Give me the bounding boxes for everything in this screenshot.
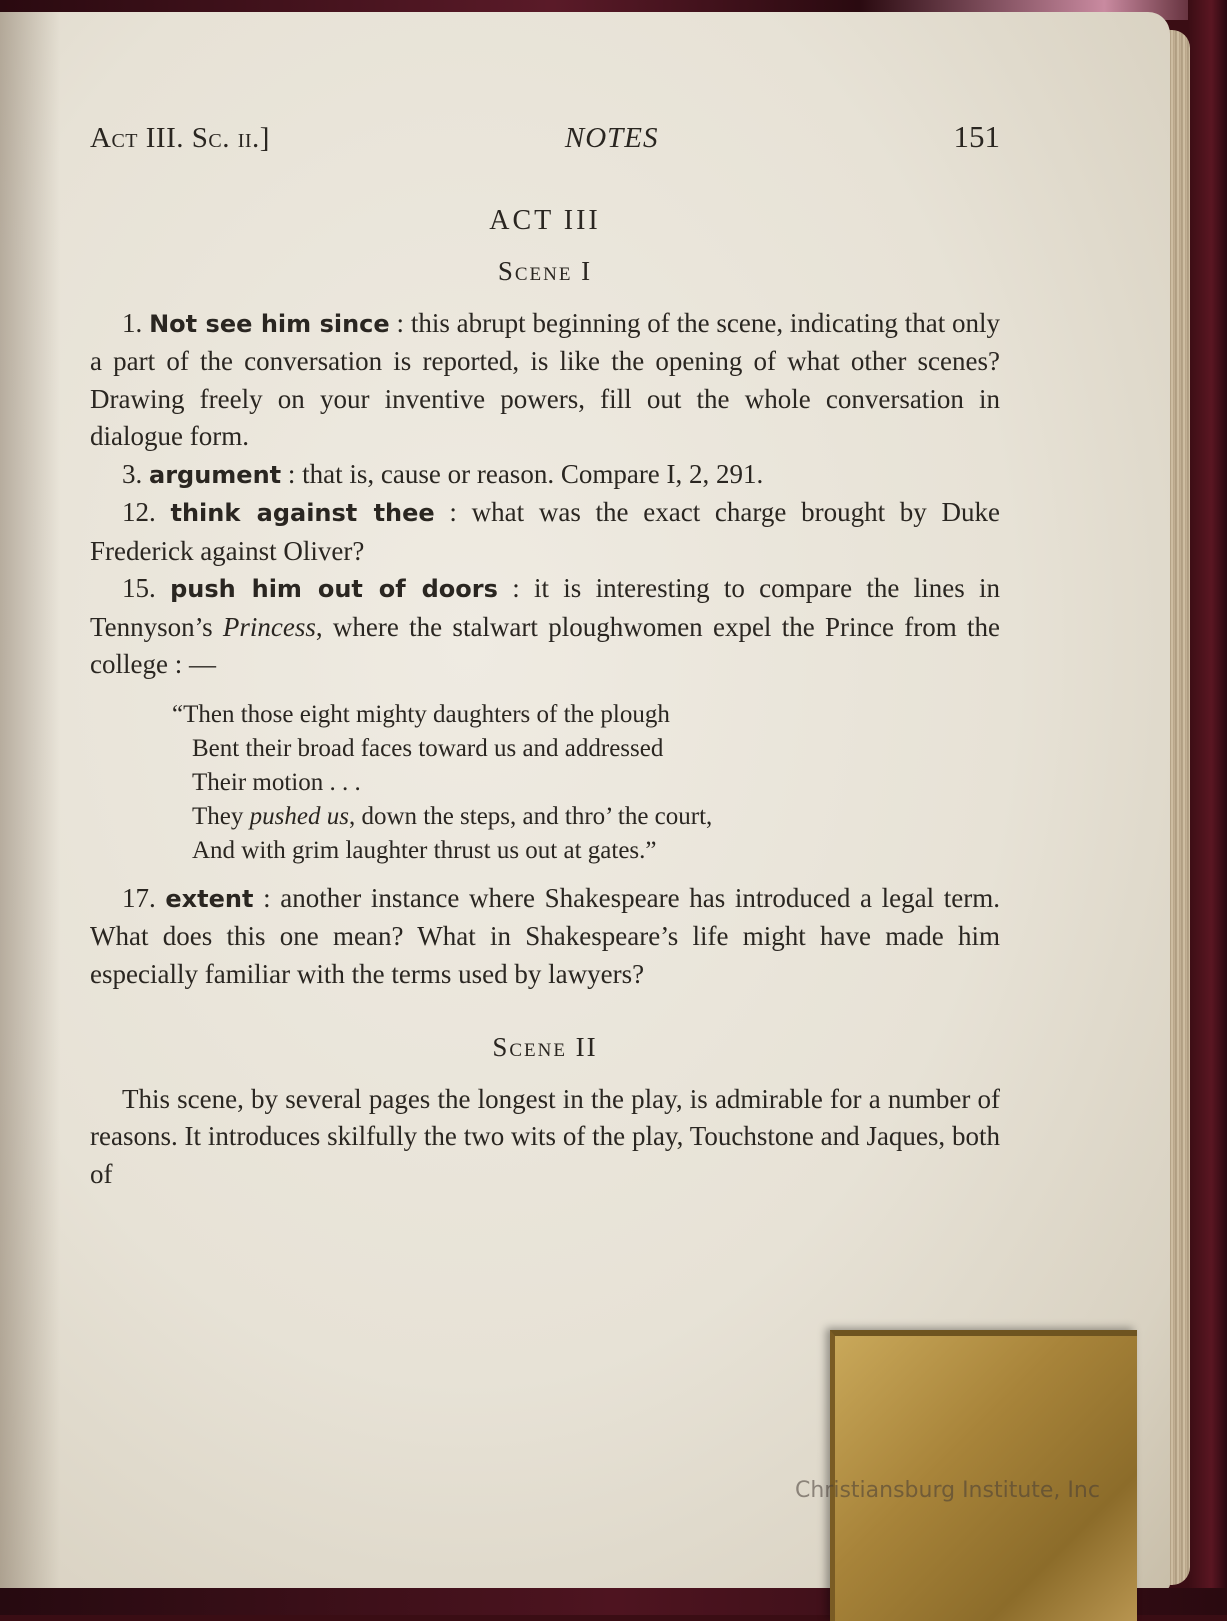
- note-text: it is interesting to compare the lines in Tennyson’s: [90, 573, 1000, 642]
- note-text: another instance where Shakespeare has introduced a legal term. What does this one mean? What in Shakespeare’s life might have made him especially familiar with the terms used by lawyers?: [90, 882, 1000, 989]
- quote-line: And with grim laughter thrust us out at gates.”: [192, 836, 657, 864]
- note-number: 12.: [122, 497, 156, 527]
- quote-line: “Then those eight mighty daughters of the plough: [172, 700, 670, 728]
- note-text: this abrupt beginning of the scene, indicating that only a part of the conversation is reported, is like the opening of what other scenes? Drawing freely on your inventive powers, fill out the whole conversation in dialogue form.: [90, 307, 1001, 451]
- block-quote: [172, 698, 1000, 868]
- scene-2-text: This scene, by several pages the longest in the play, is admirable for a number of reasons. It introduces skilfully the two wits of the play, Touchstone and Jaques, both of: [90, 1083, 1000, 1189]
- note-term: Not see him since: [149, 309, 390, 338]
- scene-1-title: Scene I: [497, 256, 593, 286]
- header-location: Act III. Sc. ii.]: [90, 122, 270, 154]
- note-number: 17.: [122, 882, 156, 913]
- page-text: [90, 118, 1000, 1193]
- header-title: NOTES: [564, 122, 659, 154]
- page-number: 151: [953, 119, 1000, 154]
- work-title: Princess: [222, 611, 316, 642]
- note: 12. think against thee : what was the exact charge brought by Duke Frederick against Oliver?: [90, 497, 1000, 566]
- note: 3. argument : that is, cause or reason. Compare I, 2, 291.: [122, 458, 764, 489]
- note-number: 1.: [122, 307, 143, 338]
- watermark: Christiansburg Institute, Inc: [795, 1478, 1100, 1503]
- quote-line: Bent their broad faces toward us and addressed: [192, 734, 664, 762]
- note-term: think against thee: [170, 499, 435, 527]
- gutter-shadow: [0, 12, 60, 1590]
- book-cover-edge: [1188, 0, 1227, 1615]
- act-title: ACT III: [489, 204, 601, 236]
- quote-line: [172, 800, 1000, 834]
- running-header: [90, 118, 1000, 158]
- note-number: 3.: [122, 458, 143, 489]
- note-term: extent: [165, 884, 254, 913]
- quote-fragment: , down the steps, and thro’ the court,: [348, 802, 713, 830]
- note: 17. extent : another instance where Shakespeare has introduced a legal term. What does this one mean? What in Shakespeare’s life might have made him especially familiar with the terms used by lawyers?: [90, 882, 1000, 989]
- note-text: what was the exact charge brought by Duke Frederick against Oliver?: [90, 497, 1000, 566]
- note: 15. push him out of doors : it is interesting to compare the lines in Tennyson’s Princess, where the stalwart ploughwomen expel the Prince from the college : —: [90, 573, 1000, 679]
- gold-page-tab: [830, 1330, 1137, 1621]
- note-term: push him out of doors: [170, 575, 498, 603]
- note-text: that is, cause or reason. Compare I, 2, 291.: [302, 458, 764, 489]
- note-text: , where the stalwart ploughwomen expel the Prince from the college : —: [90, 611, 1000, 679]
- quote-fragment: They: [192, 802, 244, 830]
- note-number: 15.: [122, 573, 156, 603]
- scene-2-title: Scene II: [492, 1032, 598, 1062]
- quote-line: Their motion . . .: [192, 768, 361, 796]
- note: 1. Not see him since : this abrupt beginning of the scene, indicating that only a part of the conversation is reported, is like the opening of what other scenes? Drawing freely on your inventive powers, fill out the whole conversation in dialogue form.: [90, 307, 1001, 451]
- quote-italic: pushed us: [249, 802, 349, 830]
- note-term: argument: [149, 460, 282, 489]
